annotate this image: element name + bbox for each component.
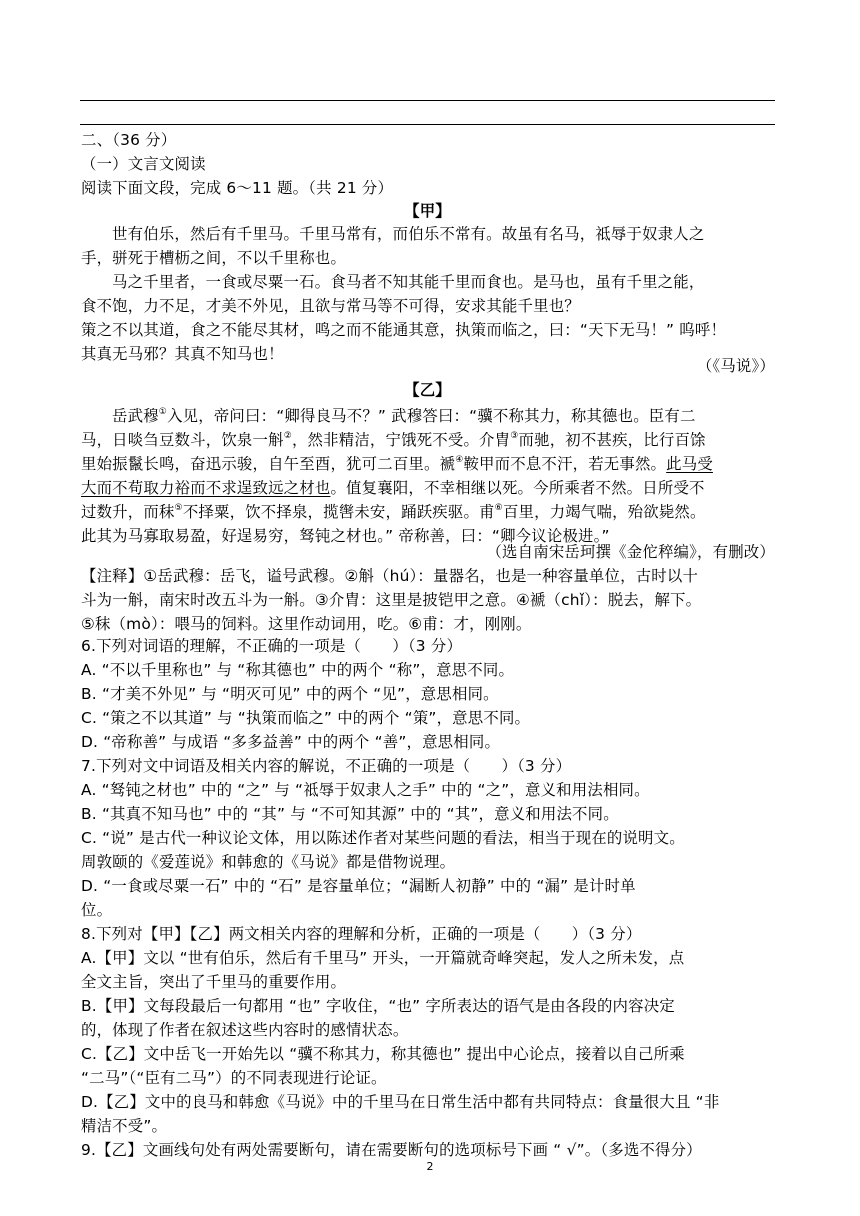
answer-line-2 <box>80 124 775 125</box>
q6-stem: 6.下列对词语的理解，不正确的一项是（ ）（3 分） <box>81 637 463 655</box>
yi-line5: 过数升，而秣⑤不择粟，饮不择泉，揽辔未安，踊跃疾驱。甫⑥百里，力竭气喘，殆欲毙然。 <box>81 503 706 521</box>
jia-p2-line1: 马之千里者，一食或尽粟一石。食马者不知其能千里而食也。是马也，虽有千里之能， <box>112 273 705 291</box>
note-ref: ② <box>283 431 292 441</box>
q8-option-a-cont: 全文主旨，突出了千里马的重要作用。 <box>81 973 347 991</box>
q9-stem: 9.【乙】文画线句处有两处需要断句，请在需要断句的选项标号下画 “ √”。（多选不得分） <box>81 1141 702 1159</box>
jia-source: （《马说》） <box>696 357 775 375</box>
jia-p3-line1: 策之不以其道，食之不能尽其材，鸣之而不能通其意，执策而临之，曰：“天下无马！” 呜呼！ <box>81 321 727 339</box>
q8-option-c: C.【乙】文中岳飞一开始先以 “骥不称其力，称其德也” 提出中心论点，接着以自己所乘 <box>81 1045 685 1063</box>
notes-line3: ⑤秣（mò）：喂马的饲料。这里作动词用，吃。⑥甫：才，刚刚。 <box>81 615 532 633</box>
yi-line1: 岳武穆①入见，帝问曰：“卿得良马不？” 武穆答曰：“骥不称其力，称其德也。臣有二 <box>112 407 696 425</box>
subsection-heading: （一）文言文阅读 <box>81 155 206 173</box>
underlined-sentence-part2: 大而不苟取力裕而不求逞致远之材也 <box>81 479 331 497</box>
notes-line1: 【注释】①岳武穆：岳飞，谥号武穆。②斛（hú）：量器名，也是一种容量单位，古时以十 <box>81 567 699 585</box>
jia-p3-line2: 其真无马邪？其真不知马也！ <box>81 345 284 363</box>
note-ref: ① <box>158 407 168 417</box>
notes-line2: 斗为一斛，南宋时改五斗为一斛。③介胄：这里是披铠甲之意。④褫（chǐ）：脱去，解下。 <box>81 591 702 609</box>
yi-line4: 大而不苟取力裕而不求逞致远之材也。值复襄阳，不幸相继以死。今所乘者不然。日所受不 <box>81 479 705 497</box>
q8-option-d: D.【乙】文中的良马和韩愈《马说》中的千里马在日常生活中都有共同特点：食量很大且 “非 <box>81 1093 720 1111</box>
jia-p2-line2: 食不饱，力不足，才美不外见，且欲与常马等不可得，安求其能千里也？ <box>81 297 580 315</box>
q7-option-c-cont: 周敦颐的《爱莲说》和韩愈的《马说》都是借物说理。 <box>81 853 456 871</box>
q7-option-d-cont: 位。 <box>81 901 113 919</box>
jia-p1-line1: 世有伯乐，然后有千里马。千里马常有，而伯乐不常有。故虽有名马，祗辱于奴隶人之 <box>112 225 705 243</box>
passage-yi-label: 【乙】 <box>404 381 451 399</box>
q7-option-b: B. “其真不知马也” 中的 “其” 与 “不可知其源” 中的 “其”，意义和用法不同。 <box>81 805 619 823</box>
q7-option-c: C. “说” 是古代一种议论文体，用以陈述作者对某些问题的看法，相当于现在的说明文。 <box>81 829 685 847</box>
section-heading: 二、（36 分） <box>81 131 177 149</box>
q8-option-b-cont: 的，体现了作者在叙述这些内容时的感情状态。 <box>81 1021 409 1039</box>
q7-option-a: A. “驽钝之材也” 中的 “之” 与 “祗辱于奴隶人之手” 中的 “之”，意义和用法相同。 <box>81 781 650 799</box>
note-ref: ⑥ <box>494 503 503 513</box>
yi-source: （选自南宋岳珂撰《金佗稡编》，有删改） <box>486 543 775 561</box>
q6-option-c: C. “策之不以其道” 与 “执策而临之” 中的两个 “策”，意思不同。 <box>81 709 531 727</box>
instruction: 阅读下面文段，完成 6～11 题。（共 21 分） <box>81 179 394 197</box>
q7-stem: 7.下列对文中词语及相关内容的解说，不正确的一项是（ ）（3 分） <box>81 757 572 775</box>
q6-option-d: D. “帝称善” 与成语 “多多益善” 中的两个 “善”，意思相同。 <box>81 733 501 751</box>
q8-option-b: B.【甲】文每段最后一句都用 “也” 字收住，“也” 字所表达的语气是由各段的内容决定 <box>81 997 675 1015</box>
yi-line3: 里始振鬣长鸣，奋迅示骏，自午至酉，犹可二百里。褫④鞍甲而不息不汗，若无事然。此马受 <box>81 455 713 473</box>
q6-option-b: B. “才美不外见” 与 “明灭可见” 中的两个 “见”，意思相同。 <box>81 685 499 703</box>
yi-line2: 马，日啖刍豆数斗，饮泉一斛②，然非精洁，宁饿死不受。介胄③而驰，初不甚疾，比行百馀 <box>81 431 706 449</box>
q6-option-a: A. “不以千里称也” 与 “称其德也” 中的两个 “称”，意思不同。 <box>81 661 515 679</box>
jia-p1-line2: 手，骈死于槽枥之间，不以千里称也。 <box>81 249 347 267</box>
yi-line6: 此其为马寡取易盈，好逞易穷，驽钝之材也。” 帝称善，曰：“卿今议论极进。” <box>81 527 610 545</box>
note-ref: ④ <box>455 455 464 465</box>
q7-option-d: D. “一食或尽粟一石” 中的 “石” 是容量单位；“漏断人初静” 中的 “漏” 是计时单 <box>81 877 636 895</box>
passage-jia-label: 【甲】 <box>404 202 451 220</box>
q8-option-c-cont: “二马”（“臣有二马”）的不同表现进行论证。 <box>81 1069 387 1087</box>
q8-stem: 8.下列对【甲】【乙】两文相关内容的理解和分析，正确的一项是（ ）（3 分） <box>81 925 642 943</box>
answer-line-1 <box>80 100 775 101</box>
q8-option-a: A.【甲】文以 “世有伯乐，然后有千里马” 开头，一开篇就奇峰突起，发人之所未发，点 <box>81 949 685 967</box>
note-ref: ⑤ <box>174 503 183 513</box>
q8-option-d-cont: 精洁不受”。 <box>81 1117 168 1135</box>
note-ref: ③ <box>510 431 519 441</box>
underlined-sentence-part1: 此马受 <box>666 455 713 473</box>
page-number: 2 <box>426 1160 434 1173</box>
